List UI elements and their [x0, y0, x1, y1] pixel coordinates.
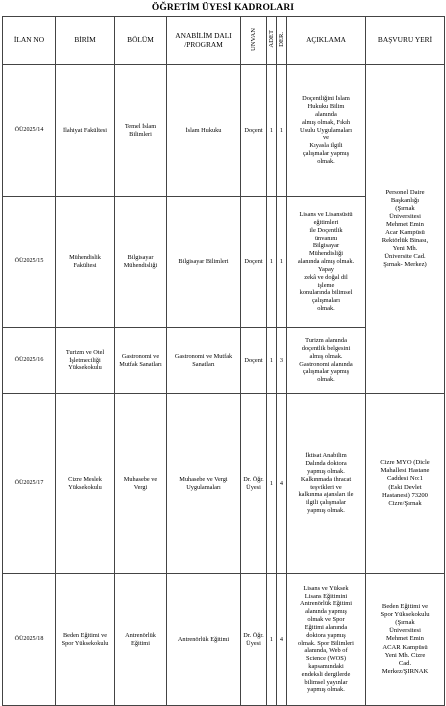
aciklama-cell-line: alanında yapmış: [305, 608, 347, 616]
header-adet: [267, 17, 277, 65]
table-row: [3, 65, 445, 197]
der-cell: 1: [277, 65, 287, 197]
aciklama-cell-line: kapsamındaki: [308, 662, 344, 670]
unvan-cell: [241, 328, 267, 394]
der-cell: 3: [277, 328, 287, 394]
header-ilan-no: İLAN NO: [3, 17, 56, 65]
aciklama-cell-line: Antrenörlük Eğitimi: [299, 600, 352, 608]
aciklama-cell-line: endeksli dergilerde: [301, 670, 351, 678]
basvuru-cell-line: Cad.: [398, 659, 412, 667]
unvan-cell-line: Doçent: [244, 356, 263, 364]
bolum-cell: [115, 574, 167, 706]
adet-cell: 1: [267, 197, 277, 328]
unvan-cell-line: Doçent: [244, 258, 263, 266]
birim-cell-line: İlahiyat Fakültesi: [63, 126, 107, 134]
birim-cell-line: Spor Yüksekokulu: [61, 639, 109, 647]
bolum-cell-line: Gastronomi ve: [121, 352, 160, 360]
basvuru-cell: [366, 65, 445, 394]
bolum-cell-line: Mutfak Sanatları: [119, 360, 162, 368]
adet-cell: 1: [267, 328, 277, 394]
aciklama-cell-line: Mühendisliği: [308, 250, 344, 258]
aciklama-cell-line: teşvikleri ve: [310, 483, 342, 491]
basvuru-cell-line: Üniversitesi: [389, 212, 421, 220]
der-cell: 4: [277, 394, 287, 574]
ilan-no-cell: ÖÜ2025/15: [3, 197, 56, 328]
anabilim-cell-line: İslam Hukuku: [185, 126, 222, 134]
aciklama-cell-line: olmak.: [317, 304, 335, 312]
birim-cell-line: İşletmeciliği: [69, 356, 101, 364]
unvan-cell-line: Dr. Öğr.: [243, 475, 264, 483]
aciklama-cell-line: Kıyasla ilgili: [309, 142, 343, 150]
anabilim-cell: [167, 65, 241, 197]
anabilim-cell-line: Gastronomi ve Mutfak: [174, 352, 233, 360]
unvan-cell: [241, 197, 267, 328]
aciklama-cell-line: Yapay: [317, 265, 335, 273]
aciklama-cell-line: yapmış olmak.: [307, 467, 345, 475]
aciklama-cell-line: Kalkınmada ihracat: [300, 475, 352, 483]
aciklama-cell-line: ilgili çalışmalar: [306, 499, 346, 507]
aciklama-cell-line: Science (WOS): [306, 655, 346, 663]
aciklama-cell-line: çalışmaları: [311, 297, 341, 305]
aciklama-cell-line: konularında bilimsel: [299, 289, 353, 297]
aciklama-cell: [287, 574, 366, 706]
header-unvan: [241, 17, 267, 65]
table-row: [3, 574, 445, 706]
basvuru-cell-line: Üniversitesi: [389, 627, 421, 635]
anabilim-cell-line: Muhasebe ve Vergi: [179, 475, 228, 483]
aciklama-cell-line: Eğitimi alanında: [304, 623, 348, 631]
aciklama-cell-line: Hukuku Bilim: [307, 103, 345, 111]
basvuru-cell-line: Beden Eğitimi ve: [381, 603, 429, 611]
unvan-cell-line: Dr. Öğr.: [243, 631, 264, 639]
bolum-cell-line: Temel İslam: [124, 122, 157, 130]
header-row: [3, 17, 445, 65]
bolum-cell-line: Bilgisayar: [127, 254, 154, 262]
anabilim-cell: [167, 574, 241, 706]
anabilim-cell: [167, 394, 241, 574]
aciklama-cell-line: Lisans ve Lisansüstü: [299, 211, 353, 219]
aciklama-cell-line: Dalında doktora: [305, 460, 347, 468]
anabilim-cell-line: Antrenörlük Eğitimi: [177, 635, 230, 643]
aciklama-cell-line: Turizm alanında: [305, 337, 347, 345]
aciklama-cell-line: İktisat Anabilim: [305, 452, 347, 460]
basvuru-cell-line: Mehmet Emin: [386, 220, 424, 228]
anabilim-cell: [167, 328, 241, 394]
birim-cell: [56, 328, 115, 394]
bolum-cell: [115, 65, 167, 197]
basvuru-cell-line: Acar Kampüsü: [385, 229, 425, 236]
aciklama-cell-line: işleme: [317, 281, 335, 289]
aciklama-cell-line: ve: [322, 134, 330, 142]
unvan-cell-line: Üyesi: [246, 483, 261, 491]
page-title: ÖĞRETİM ÜYESİ KADROLARI: [151, 3, 295, 13]
basvuru-cell-line: Personel Daire: [385, 188, 425, 196]
aciklama-cell-line: Doçentliğini İslam: [302, 95, 350, 103]
basvuru-cell-line: (Şırnak: [395, 619, 415, 627]
aciklama-cell-line: eğitimleri: [313, 219, 339, 227]
aciklama-cell: [287, 197, 366, 328]
basvuru-cell: [366, 574, 445, 706]
aciklama-cell-line: doçentlik belgesini: [301, 344, 351, 352]
header-anabilim-line: ANABİLİM DALI: [175, 30, 232, 40]
aciklama-cell-line: çalışmalar yapmış: [302, 368, 350, 376]
ilan-no-cell: ÖÜ2025/14: [3, 65, 56, 197]
aciklama-cell-line: olmak. Spor Bilimleri: [298, 639, 354, 647]
aciklama-cell-line: alanında, Web of: [304, 647, 348, 655]
aciklama-cell-line: yapmış olmak.: [307, 686, 345, 694]
cadre-table: [2, 16, 445, 706]
birim-cell-line: Fakültesi: [73, 262, 97, 269]
birim-cell-line: Yüksekokulu: [68, 483, 102, 491]
header-adet-text: ADET: [267, 30, 275, 48]
birim-cell: [56, 197, 115, 328]
basvuru-cell-line: Yeni Mh. Cizre: [384, 651, 426, 659]
aciklama-cell: [287, 65, 366, 197]
aciklama-cell-line: almış olmak, Fıkıh: [301, 118, 351, 126]
der-cell: 1: [277, 197, 287, 328]
bolum-cell-line: Muhasebe ve: [123, 475, 158, 483]
basvuru-cell-line: (Eski Devlet: [388, 483, 422, 491]
birim-cell-line: Mühendislik: [69, 254, 101, 262]
basvuru-cell-line: Hastanesi) 73200: [382, 491, 428, 499]
ilan-no-cell: ÖÜ2025/17: [3, 394, 56, 574]
aciklama-cell-line: zekâ ve doğal dil: [304, 273, 348, 281]
basvuru-cell-line: Cizre/Şırnak: [388, 499, 422, 507]
basvuru-cell-line: Mahallesi Hastane: [380, 467, 430, 475]
bolum-cell-line: Mühendisliği: [123, 262, 158, 269]
anabilim-cell-line: Uygulamaları: [186, 483, 221, 491]
aciklama-cell: [287, 328, 366, 394]
adet-cell: 1: [267, 65, 277, 197]
birim-cell: [56, 394, 115, 574]
basvuru-cell-line: ACAR Kampüsü: [382, 643, 428, 651]
header-birim: BİRİM: [56, 17, 115, 65]
header-bolum: BÖLÜM: [115, 17, 167, 65]
aciklama-cell-line: doktora yapmış: [306, 631, 346, 639]
birim-cell-line: Yüksekokulu: [68, 364, 102, 372]
aciklama-cell-line: bilimsel yayınlar: [304, 678, 348, 686]
unvan-cell: [241, 394, 267, 574]
table-row: [3, 394, 445, 574]
basvuru-cell-line: Yeni Mh.: [392, 245, 418, 253]
aciklama-cell-line: Usulu Uygulamaları: [299, 126, 352, 134]
header-basvuru: BAŞVURU YERİ: [366, 17, 445, 65]
basvuru-cell-line: Caddesi No:1: [386, 475, 424, 483]
aciklama-cell-line: alanında: [315, 110, 337, 118]
basvuru-cell-line: Cizre MYO (Dicle: [380, 459, 430, 467]
aciklama-cell-line: Lisans Eğitimini: [304, 592, 348, 600]
ilan-no-cell: ÖÜ2025/16: [3, 328, 56, 394]
aciklama-cell: [287, 394, 366, 574]
bolum-cell-line: Bilimleri: [129, 130, 152, 138]
aciklama-cell-line: Gastronomi alanında: [299, 360, 353, 368]
header-anabilim: [167, 17, 241, 65]
basvuru-cell-line: Üniversite Cad.: [384, 253, 426, 261]
aciklama-cell-line: çalışmalar yapmış: [302, 150, 350, 158]
aciklama-cell-line: kalkınma ajansları ile: [298, 491, 354, 499]
bolum-cell-line: Vergi: [133, 483, 148, 491]
aciklama-cell-line: ünvanını: [314, 234, 338, 242]
basvuru-cell-line: Spor Yüksekokulu: [380, 611, 430, 619]
aciklama-cell-line: Lisans ve Yüksek: [303, 584, 349, 592]
bolum-cell-line: Antrenörlük: [125, 631, 156, 639]
birim-cell-line: Turizm ve Otel: [65, 349, 105, 357]
adet-cell: 1: [267, 394, 277, 574]
bolum-cell-line: Eğitimi: [131, 639, 150, 647]
aciklama-cell-line: Bilgisayar: [312, 242, 340, 250]
der-cell: 4: [277, 574, 287, 706]
aciklama-cell-line: alanında almış olmak.: [297, 258, 355, 266]
header-unvan-text: UNVAN: [249, 27, 257, 51]
bolum-cell: [115, 197, 167, 328]
birim-cell: [56, 65, 115, 197]
birim-cell: [56, 574, 115, 706]
aciklama-cell-line: olmak.: [317, 376, 335, 384]
adet-cell: 1: [267, 574, 277, 706]
ilan-no-cell: ÖÜ2025/18: [3, 574, 56, 706]
basvuru-cell-line: Mehmet Emin: [386, 635, 424, 643]
aciklama-cell-line: ile Doçentlik: [309, 226, 343, 234]
basvuru-cell-line: Rektörlük Binası,: [381, 237, 429, 245]
anabilim-cell-line: Bilgisayar Bilimleri: [178, 258, 229, 266]
header-der-text: DER.: [277, 31, 285, 47]
basvuru-cell-line: Merkez/ŞIRNAK: [381, 667, 429, 675]
anabilim-cell: [167, 197, 241, 328]
birim-cell-line: Cizre Meslek: [68, 475, 102, 483]
bolum-cell: [115, 328, 167, 394]
aciklama-cell-line: yapmış olmak.: [307, 506, 345, 514]
header-der: [277, 17, 287, 65]
unvan-cell-line: Doçent: [244, 126, 263, 134]
aciklama-cell-line: olmak ve Spor: [307, 616, 345, 624]
basvuru-cell-line: Başkanlığı: [390, 196, 420, 204]
unvan-cell: [241, 574, 267, 706]
header-anabilim-line: /PROGRAM: [184, 39, 223, 49]
birim-cell-line: Beden Eğitimi ve: [62, 631, 108, 639]
basvuru-cell: [366, 394, 445, 574]
anabilim-cell-line: Sanatları: [192, 360, 215, 368]
header-aciklama: AÇIKLAMA: [287, 17, 366, 65]
unvan-cell: [241, 65, 267, 197]
basvuru-cell-line: (Şırnak: [395, 204, 415, 212]
aciklama-cell-line: almış olmak.: [309, 352, 343, 360]
aciklama-cell-line: olmak.: [317, 157, 335, 165]
basvuru-cell-line: Şırnak- Merkez): [383, 261, 427, 269]
unvan-cell-line: Üyesi: [246, 639, 261, 647]
bolum-cell: [115, 394, 167, 574]
